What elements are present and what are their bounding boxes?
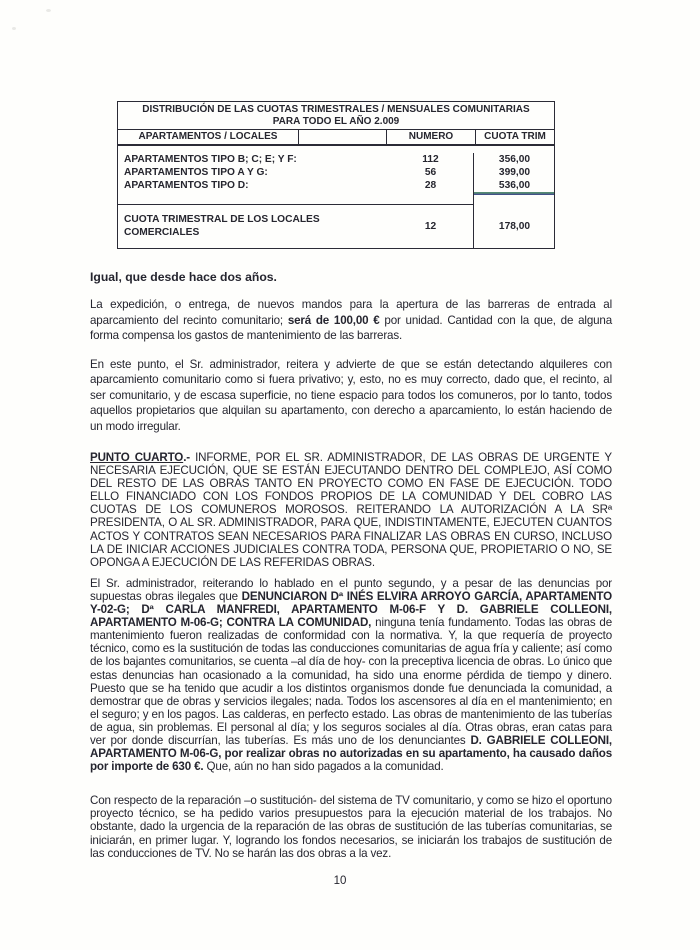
cuotas-table — [117, 101, 555, 249]
section-heading: Igual, que desde hace dos años. — [90, 270, 277, 284]
table-column-divider — [473, 153, 474, 248]
row-cuota: 536,00 — [498, 180, 531, 191]
row-cuota: 356,00 — [498, 154, 531, 165]
table-header-apartamentos: APARTAMENTOS / LOCALES — [138, 131, 278, 142]
table-header-cuota-trim: CUOTA TRIM — [475, 130, 554, 144]
table-header-empty — [298, 130, 386, 144]
table-header-numero: NUMERO — [386, 130, 475, 144]
table-total-row — [118, 205, 554, 248]
table-title-line2: PARA TODO EL AÑO 2.009 — [272, 115, 400, 127]
scan-artifact — [46, 9, 51, 12]
row-cuota: 178,00 — [498, 220, 531, 232]
row-numero: 12 — [424, 220, 437, 232]
table-row — [118, 153, 554, 166]
paragraph-reparacion-tv: Con respecto de la reparación –o sustitución- del sistema de TV comunitario, y como se hizo el oportuno proyecto técnico, se ha pedido varios presupuestos para la ejecución material de los trabajos. No obstante, dado la urgencia de la reparación de las obras de sustitución de las tuberías comunitarias, se iniciarán, en primer lugar. Y, logrando los fondos necesarios, se iniciarán los trabajos de sustitución de las conducciones de TV. No se harán las dos obras a la vez. — [90, 794, 612, 860]
paragraph-alquileres: En este punto, el Sr. administrador, reitera y advierte de que se están detectando alquileres con aparcamiento comunitario como si fuera privativo; y, esto, no es muy correcto, dado que, el recinto, al ser comunitario, y de escasa superficie, no tiene espacio para todos los comuneros, por lo tanto, todos aquellos propietarios que alquilan su apartamento, con derecho a aparcamiento, lo están haciendo de un modo irregular. — [90, 357, 612, 433]
row-label: APARTAMENTOS TIPO D: — [124, 180, 249, 191]
paragraph-punto-cuarto: PUNTO CUARTO.- INFORME, POR EL SR. ADMINISTRADOR, DE LAS OBRAS DE URGENTE Y NECESARIA EJECUCIÓN, QUE SE ESTÁN EJECUTANDO DENTRO DEL COMPLEJO, ASÍ COMO DEL RESTO DE LAS OBRAS TANTO EN PROYECTO COMO EN FASE DE EJECUCIÓN. TODO ELLO FINANCIADO CON LOS FONDOS PROPIOS DE LA COMUNIDAD Y DEL COBRO LAS CUOTAS DE LOS COMUNEROS MOROSOS. REITERANDO LA AUTORIZACIÓN A LA SRª PRESIDENTA, O AL SR. ADMINISTRADOR, PARA QUE, INDISTINTAMENTE, EJECUTEN CUANTOS ACTOS Y CONTRATOS SEAN NECESARIOS PARA FINALIZAR LAS OBRAS EN CURSO, INCLUSO LA DE INICIAR ACCIONES JUDICIALES CONTRA TODA, PERSONA QUE, PROPIETARIO O NO, SE OPONGA A EJECUCIÓN DE LAS REFERIDAS OBRAS. — [90, 451, 612, 569]
paragraph-mandos-barreras: La expedición, o entrega, de nuevos mandos para la apertura de las barreras de entrada al aparcamiento del recinto comunitario; será de 100,00 € por unidad. Cantidad con la que, de alguna forma compensa los gastos de mantenimiento de las barreras. — [90, 298, 613, 342]
row-numero: 28 — [424, 180, 437, 191]
table-row — [118, 179, 554, 192]
table-title-line1: DISTRIBUCIÓN DE LAS CUOTAS TRIMESTRALES / MENSUALES COMUNITARIAS — [142, 104, 530, 115]
table-body — [118, 153, 554, 248]
row-cuota: 399,00 — [498, 167, 531, 178]
table-header-row — [118, 130, 554, 146]
scan-artifact — [12, 27, 16, 30]
page-content — [90, 0, 612, 887]
table-row — [118, 166, 554, 179]
row-label: APARTAMENTOS TIPO B; C; E; Y F: — [124, 154, 297, 165]
page-number: 10 — [333, 874, 347, 887]
paragraph-denuncias-obras: El Sr. administrador, reiterando lo hablado en el punto segundo, y a pesar de las denuncias por supuestas obras ilegales que DENUNCIARON Dª INÉS ELVIRA ARROYO GARCÍA, APARTAMENTO Y-02-G; Dª CARLA MANFREDI, APARTAMENTO M-06-F Y D. GABRIELE COLLEONI, APARTAMENTO M-06-G; CONTRA LA COMUNIDAD, ninguna tenía fundamento. Todas las obras de mantenimiento fueron realizadas de conformidad con la normativa. Y, la que requería de proyecto técnico, como es la sustitución de todas las conducciones comunitarias de agua fría y caliente; así como de los bajantes comunitarios, se cuenta –al día de hoy- con la preceptiva licencia de obras. Lo único que estas denuncias han ocasionado a la comunidad, ha sido una enorme pérdida de tiempo y dinero. Puesto que se ha tenido que acudir a los distintos organismos donde fue denunciada la comunidad, a demostrar que de obras y servicios ilegales; nada. Todos los ascensores al día en el mantenimiento; en el seguro; y en los pagos. Las calderas, en perfecto estado. Las obras de mantenimiento de las tuberías de agua, sin problemas. El personal al día; y los seguros sociales al día. Otras obras, eran catas para ver por donde discurrían, las tuberías. Es más uno de los denunciantes D. GABRIELE COLLEONI, APARTAMENTO M-06-G, por realizar obras no autorizadas en su apartamento, ha causado daños por importe de 630 €. Que, aún no han sido pagados a la comunidad. — [90, 576, 613, 774]
row-numero: 112 — [422, 154, 439, 165]
row-label: APARTAMENTOS TIPO A Y G: — [124, 167, 268, 178]
table-title — [118, 102, 554, 130]
row-numero: 56 — [424, 167, 437, 178]
row-label: CUOTA TRIMESTRAL DE LOS LOCALES COMERCIALES — [124, 214, 320, 238]
